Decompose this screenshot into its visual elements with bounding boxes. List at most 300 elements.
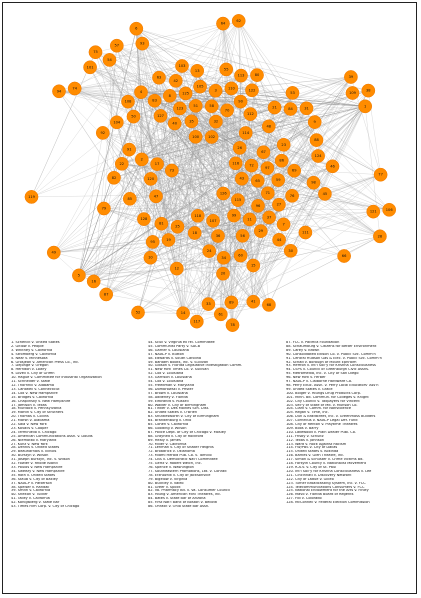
case-node[interactable] (185, 115, 198, 128)
case-node[interactable] (123, 192, 136, 205)
legend-item: 83. Young v. American Mini Theatres, Inc. (148, 493, 222, 497)
legend-item: 25. American Communications Assn. v. Douds (11, 434, 93, 438)
case-node[interactable] (149, 190, 162, 203)
case-node[interactable] (299, 226, 312, 239)
case-node-label: 18 (192, 231, 197, 235)
legend-item: 84. Bates v. State Bar of Arizona (148, 497, 206, 501)
legend-item: 32. Fowler v. Rhode Island (11, 462, 58, 466)
case-node[interactable] (217, 251, 230, 264)
case-node[interactable] (234, 69, 247, 82)
case-node[interactable] (121, 95, 134, 108)
case-node-label: 111 (301, 230, 309, 235)
case-node-label: 45 (322, 191, 328, 196)
case-node-label: 106 (385, 207, 393, 212)
case-node[interactable] (229, 157, 242, 170)
case-node-label: 14 (180, 311, 186, 316)
case-node[interactable] (221, 104, 234, 117)
legend-item: 50. Gibson v. Florida Legislative Investigation Comm. (148, 364, 243, 368)
legend-item: 123. Turner Broadcasting System, Inc. v. FCC (286, 481, 366, 485)
case-node-label: 110 (227, 86, 235, 91)
case-node[interactable] (344, 70, 357, 83)
case-node-label: 83 (152, 98, 157, 103)
case-node[interactable] (103, 53, 116, 66)
legend-item: 112. Texas v. Johnson (286, 438, 325, 442)
case-node[interactable] (233, 141, 246, 154)
legend-item: 126. Mavo v. Florida Board of Regents (286, 493, 354, 497)
case-node[interactable] (96, 126, 109, 139)
case-node[interactable] (203, 245, 216, 258)
case-node-label: 20 (220, 271, 226, 276)
legend-item: 94. CSPS v. Council of Greenburgh Civic Assns. (286, 368, 370, 372)
legend-item: 70. Miller v. California (148, 442, 187, 446)
legend-item: 58. Adderley v. Florida (148, 395, 188, 399)
case-node[interactable] (247, 259, 260, 272)
case-node[interactable] (135, 153, 148, 166)
case-node-label: 122 (248, 88, 256, 93)
case-node-label: 26 (237, 145, 242, 150)
case-node[interactable] (170, 262, 183, 275)
case-node[interactable] (307, 176, 320, 189)
case-node-label: 86 (279, 158, 284, 163)
citation-edge (182, 24, 223, 66)
case-node-label: 38 (366, 88, 371, 93)
case-node-label: 28 (377, 234, 383, 239)
case-node-label: 77 (378, 172, 383, 177)
case-node-label: 124 (314, 154, 322, 158)
case-node[interactable] (263, 211, 276, 224)
case-node[interactable] (262, 298, 275, 311)
case-node[interactable] (152, 71, 165, 84)
case-node-label: 27 (276, 202, 282, 207)
case-node[interactable] (226, 319, 239, 332)
case-node[interactable] (257, 146, 270, 159)
case-node[interactable] (146, 235, 159, 248)
case-node[interactable] (97, 202, 110, 215)
case-node[interactable] (288, 164, 301, 177)
case-node-label: 40 (172, 121, 177, 126)
legend-item: 68. Grayned v. City of Rockford (148, 434, 204, 438)
case-node-label: 66 (341, 254, 347, 258)
legend-item: 20. Thomas v. Collins (11, 415, 49, 419)
case-node[interactable] (262, 120, 275, 133)
legend-item: 27. Kunz v. New York (11, 442, 48, 446)
case-node-label: 95 (150, 239, 155, 244)
citation-edge (94, 178, 114, 282)
case-node-label: 127 (157, 113, 164, 118)
case-node-label: 90 (238, 99, 243, 104)
case-node[interactable] (362, 84, 375, 97)
case-node-label: 74 (72, 86, 77, 91)
case-node[interactable] (232, 14, 245, 27)
case-node[interactable] (272, 198, 285, 211)
case-node[interactable] (220, 63, 233, 76)
case-node-label: 85 (127, 196, 133, 201)
case-node-label: 67 (261, 150, 266, 155)
legend-item: 107. Cornelius v. NAACP Legal Def. Fund (286, 419, 358, 423)
case-node[interactable] (144, 172, 157, 185)
legend-item: 104. Clark v. Comm. for Nonviolence (286, 407, 352, 411)
legend-item: 102. City Council v. Taxpayers for Vincent (286, 399, 360, 403)
case-node[interactable] (52, 85, 65, 98)
case-node[interactable] (89, 46, 102, 59)
legend-item: 100. Bolger v. Youngs Drug Products Corp. (286, 391, 362, 395)
case-node-label: 48 (266, 124, 272, 129)
case-node[interactable] (131, 306, 144, 319)
case-node[interactable] (165, 164, 178, 177)
case-node-label: 98 (311, 180, 316, 185)
case-node-label: 6 (135, 26, 138, 31)
case-node-label: 70 (224, 108, 230, 113)
case-node[interactable] (326, 160, 339, 173)
case-node-label: 43 (239, 176, 245, 181)
legend-item: 55. Freedman v. Maryland (148, 383, 195, 387)
legend-item: 90. Consolidated Edison Co. v. Public Svc. Comm'n (286, 352, 376, 356)
case-node[interactable] (163, 89, 176, 102)
case-node[interactable] (273, 233, 286, 246)
case-node[interactable] (25, 190, 38, 203)
case-node[interactable] (284, 102, 297, 115)
citation-edge (291, 194, 325, 251)
case-node[interactable] (123, 143, 136, 156)
case-node-label: 123 (176, 106, 184, 111)
case-node[interactable] (100, 288, 113, 301)
case-node[interactable] (284, 244, 297, 257)
case-node-label: 54 (107, 57, 112, 62)
case-node[interactable] (346, 86, 359, 99)
legend-item: 101. Minn. Bd. Commun. for Colleges v. Knight (286, 395, 369, 399)
legend-item: 92. Schad v. Borough of Mount Ephraim (286, 360, 357, 364)
case-node-label: 88 (314, 138, 319, 143)
case-node-label: 93 (140, 41, 145, 46)
case-node-label: 78 (230, 323, 235, 328)
case-node[interactable] (247, 295, 260, 308)
legend-item: 38. Speiser v. Randall (11, 485, 50, 489)
case-node-label: 8 (168, 93, 171, 98)
case-node-label: 9 (313, 120, 316, 125)
case-node-label: 17 (154, 162, 160, 167)
case-node-label: 116 (232, 161, 240, 166)
case-node[interactable] (110, 39, 123, 52)
case-node[interactable] (148, 94, 161, 107)
case-node[interactable] (205, 130, 218, 143)
case-node[interactable] (68, 82, 81, 95)
legend-item: 45. Communist Party v. SACB (148, 344, 201, 348)
legend-item: 11. Schneider v. State (11, 380, 51, 384)
case-node[interactable] (134, 86, 147, 99)
case-node[interactable] (211, 229, 224, 242)
legend-item: 30. Burstyn v. Wilson (11, 454, 49, 458)
case-node[interactable] (277, 218, 290, 231)
legend-item: 31. Joseph Burstyn, Inc. v. Wilson (11, 458, 70, 462)
legend-item: 19. Martin v. City of Struthers (11, 411, 64, 415)
legend-item: 59. Elfbrandt v. Russell (148, 399, 189, 403)
legend-item: 114. FW/PBS v. City of Dallas (286, 446, 338, 450)
legend-item: 79. Bigelow v. Virginia (148, 477, 188, 481)
case-node[interactable] (286, 86, 299, 99)
citation-edge (140, 121, 192, 162)
legend-item: 113. Ward v. Rock Against Racism (286, 442, 347, 446)
case-node-label: 44 (276, 237, 282, 242)
case-node[interactable] (272, 174, 285, 187)
legend-item: 109. Boos v. Barry (286, 426, 319, 430)
case-node[interactable] (310, 134, 323, 147)
case-node-label: 61 (218, 312, 224, 317)
case-node-label: 32 (213, 119, 219, 124)
case-node[interactable] (84, 61, 97, 74)
legend-item: 106. Dun & Bradstreet, Inc. v. Greenmoss Builders (286, 415, 376, 419)
case-node[interactable] (367, 205, 380, 218)
legend-item: 111. Frisby v. Schultz (286, 434, 324, 438)
case-node-label: 96 (255, 203, 261, 208)
legend-item: 87. FCC v. Pacifica Foundation (286, 341, 340, 344)
case-node[interactable] (127, 110, 140, 123)
legend-item: 22. Saia v. New York (11, 423, 47, 427)
case-node[interactable] (275, 154, 288, 167)
legend-item: 99. United States v. Grace (286, 387, 333, 391)
case-node[interactable] (177, 307, 190, 320)
legend-item: 54. Cox v. Louisiana (148, 380, 184, 384)
case-node-label: 100 (192, 134, 200, 139)
case-node[interactable] (216, 267, 229, 280)
case-node[interactable] (173, 102, 186, 115)
legend-item: 66. Gooding v. Wilson (148, 426, 187, 430)
legend-item: 81. Greer v. Spock (148, 485, 181, 489)
case-node[interactable] (190, 315, 203, 328)
legend-item: 74. CBS v. Democratic Nat'l Committee (148, 458, 218, 462)
case-node-label: 120 (147, 176, 155, 181)
case-node[interactable] (245, 159, 258, 172)
case-node[interactable] (251, 174, 264, 187)
case-node[interactable] (205, 100, 218, 113)
legend-item: 88. Schaumburg v. Citizens for Better Environment (286, 344, 377, 348)
case-node[interactable] (244, 108, 257, 121)
legend-column-3 (286, 341, 416, 505)
legend-item: 17. Jamison v. Texas (11, 403, 47, 407)
case-node[interactable] (261, 162, 274, 175)
case-node[interactable] (373, 230, 386, 243)
legend-item: 4. Stromberg v. California (11, 352, 57, 356)
case-node[interactable] (72, 269, 85, 282)
case-node-label: 19 (166, 238, 171, 242)
case-node-label: 15 (251, 263, 256, 268)
case-node[interactable] (243, 213, 256, 226)
case-node[interactable] (236, 229, 249, 242)
legend-item: 98. Perry Educ. Assn. v. Perry Local Educators' Ass'n (286, 383, 379, 387)
legend-item: 82. Va. Pharmacy Bd. v. Va. Consumer Council (148, 489, 230, 493)
legend-item: 97. NAACP v. Claiborne Hardware Co. (286, 380, 353, 384)
legend-item: 2. Gitlow v. People (11, 344, 44, 348)
case-node[interactable] (144, 251, 157, 264)
case-node[interactable] (231, 194, 244, 207)
case-node[interactable] (268, 101, 281, 114)
case-node[interactable] (318, 187, 331, 200)
legend-item: 14. Cox v. New Hampshire (11, 391, 58, 395)
case-node[interactable] (207, 214, 220, 227)
case-node[interactable] (191, 209, 204, 222)
case-node[interactable] (216, 17, 229, 30)
legend-item: 29. Beauharnais v. Illinois (11, 450, 57, 454)
case-node[interactable] (137, 213, 150, 226)
case-node[interactable] (47, 246, 60, 259)
legend-item: 1. Schenck v. United States (11, 341, 60, 344)
case-node[interactable] (251, 199, 264, 212)
case-node-label: 1 (364, 104, 367, 109)
case-node[interactable] (234, 95, 247, 108)
case-node[interactable] (383, 203, 396, 216)
legend-item: 44. Scull v. Virginia ex rel. Committee (148, 341, 215, 344)
legend-item: 120. Int'l Soc'y for Krishna Consciousness v. Lee (286, 469, 372, 473)
case-node[interactable] (130, 22, 143, 35)
legend-item: 48. Edwards v. South Carolina (148, 356, 202, 360)
legend-item: 69. Healy v. James (148, 438, 181, 442)
case-node[interactable] (87, 275, 100, 288)
case-node[interactable] (155, 217, 168, 230)
network-graph (3, 3, 417, 339)
case-node-label: 125 (182, 91, 190, 96)
case-node-label: 42 (173, 78, 179, 83)
legend-item: 96. New York v. Ferber (286, 376, 326, 380)
case-node-label: 119 (28, 194, 35, 199)
case-node-label: 75 (93, 50, 98, 55)
legend-item: 43. Times Film Corp. v. City of Chicago (11, 505, 80, 509)
case-node-label: 51 (193, 103, 198, 108)
legend-item: 124. Telecommunications Consumers v. FCC (286, 485, 365, 489)
legend-item: 36. Staub v. City of Baxley (11, 477, 58, 481)
case-node[interactable] (277, 138, 290, 151)
legend-item: 77. Southeastern Promotions, Ltd. v. Conrad (148, 469, 227, 473)
case-node-label: 104 (113, 120, 121, 125)
case-node-label: 39 (348, 75, 354, 79)
case-node[interactable] (154, 109, 167, 122)
legend-item: 125. National Endowment for the Arts v. Finley (286, 489, 369, 493)
case-node-label: 84 (288, 107, 293, 111)
case-node-label: 115 (234, 198, 242, 203)
case-node[interactable] (209, 115, 222, 128)
case-node[interactable] (168, 117, 181, 130)
legend-item: 103. Sec'y of State of Md. v. Munson Co. (286, 403, 358, 407)
citation-edge (239, 21, 241, 102)
case-node[interactable] (162, 233, 175, 246)
case-node-label: 81 (159, 221, 164, 226)
case-node[interactable] (225, 82, 238, 95)
case-node-label: 102 (208, 135, 216, 139)
case-node[interactable] (115, 157, 128, 170)
case-node-label: 52 (135, 310, 141, 315)
case-node-label: 24 (206, 249, 212, 254)
case-node-label: 71 (265, 191, 271, 196)
legend-item: 65. Cohen v. California (148, 423, 189, 427)
case-node[interactable] (209, 84, 222, 97)
legend-item: 76. Spence v. Washington (148, 466, 194, 469)
case-node-label: 12 (174, 266, 180, 271)
case-node[interactable] (374, 168, 387, 181)
legend-item: 75. Gertz v. Robert Welch, Inc. (148, 462, 202, 466)
legend-item: 110. Lakewood v. Plain Dealer Publ. Co. (286, 430, 357, 434)
legend-item: 105. Regan v. Time, Inc. (286, 411, 329, 415)
case-node[interactable] (110, 116, 123, 129)
case-node[interactable] (359, 100, 372, 113)
legend-item: 63. Shuttlesworth v. City of Birmingham (148, 415, 219, 419)
legend-item: 23. Kovacs v. Cooper (11, 426, 49, 430)
case-node-label: 107 (209, 218, 217, 223)
case-node[interactable] (286, 189, 299, 202)
case-node-label: 91 (126, 147, 132, 152)
legend-item: 73. Miami Herald Pub. Co. v. Tornillo (148, 454, 212, 458)
case-node[interactable] (151, 158, 164, 171)
case-node-label: 82 (111, 175, 117, 180)
case-node-label: 68 (266, 302, 272, 307)
case-node-label: 21 (272, 105, 277, 110)
case-node[interactable] (202, 298, 215, 311)
case-node-label: 92 (100, 130, 106, 135)
case-node[interactable] (239, 126, 252, 139)
legend-item: 56. Dombrowski v. Pfister (148, 387, 194, 391)
case-node[interactable] (234, 249, 247, 262)
case-node-label: 59 (275, 178, 281, 183)
case-node[interactable] (225, 296, 238, 309)
case-node[interactable] (300, 102, 313, 115)
case-node[interactable] (254, 225, 267, 238)
case-node-label: 65 (255, 178, 260, 183)
case-node[interactable] (250, 69, 263, 82)
legend-item: 91. Central Hudson Gas & Elec. v. Public Svc. Comm'n (286, 356, 382, 360)
case-node-label: 69 (291, 168, 297, 173)
case-node[interactable] (214, 308, 227, 321)
case-node-label: 46 (330, 164, 335, 169)
case-node[interactable] (245, 84, 258, 97)
case-node-label: 25 (175, 224, 180, 229)
legend-item: 116. Barnes v. Glen Theatre, Inc. (286, 454, 345, 458)
case-node[interactable] (179, 87, 192, 100)
legend-item: 117. Simon & Schuster v. Crime Victims Bd. (286, 458, 364, 462)
case-node[interactable] (136, 37, 149, 50)
case-node[interactable] (312, 149, 325, 162)
legend-item: 72. Broadrick v. Oklahoma (148, 450, 195, 454)
case-node-label: 118 (194, 213, 202, 218)
case-node[interactable] (171, 220, 184, 233)
case-node[interactable] (188, 226, 201, 239)
case-node[interactable] (194, 80, 207, 93)
legend-item: 85. First Nat'l Bank of Boston v. Bellotti (148, 501, 218, 505)
legend-item: 24. Terminiello v. Chicago (11, 430, 57, 434)
legend-item: 26. Niemotko v. Maryland (11, 438, 57, 442)
case-node-label: 16 (91, 279, 96, 284)
case-node[interactable] (338, 249, 351, 262)
case-node[interactable] (169, 74, 182, 87)
case-node-label: 41 (251, 299, 256, 304)
legend-item: 12. Thornhill v. Alabama (11, 383, 55, 387)
case-node-label: 50 (131, 114, 136, 119)
legend-item: 3. Whitney v. California (11, 348, 53, 352)
legend-item: 8. Herndon v. Lowry (11, 368, 47, 372)
case-node[interactable] (261, 187, 274, 200)
case-node[interactable] (227, 209, 240, 222)
case-node[interactable] (175, 59, 188, 72)
case-node[interactable] (189, 130, 202, 143)
case-node-label: 64 (220, 21, 226, 26)
legend-item: 41. Talley v. California (11, 497, 50, 501)
case-node[interactable] (107, 171, 120, 184)
case-node-label: 4 (139, 90, 143, 95)
case-node[interactable] (308, 116, 321, 129)
case-node[interactable] (191, 64, 204, 77)
case-node[interactable] (235, 172, 248, 185)
case-node-label: 94 (56, 89, 62, 94)
case-node[interactable] (189, 99, 202, 112)
legend-item: 9. Lovell v. City of Griffin (11, 372, 55, 376)
case-node[interactable] (217, 187, 230, 200)
case-node-label: 7 (282, 222, 285, 227)
